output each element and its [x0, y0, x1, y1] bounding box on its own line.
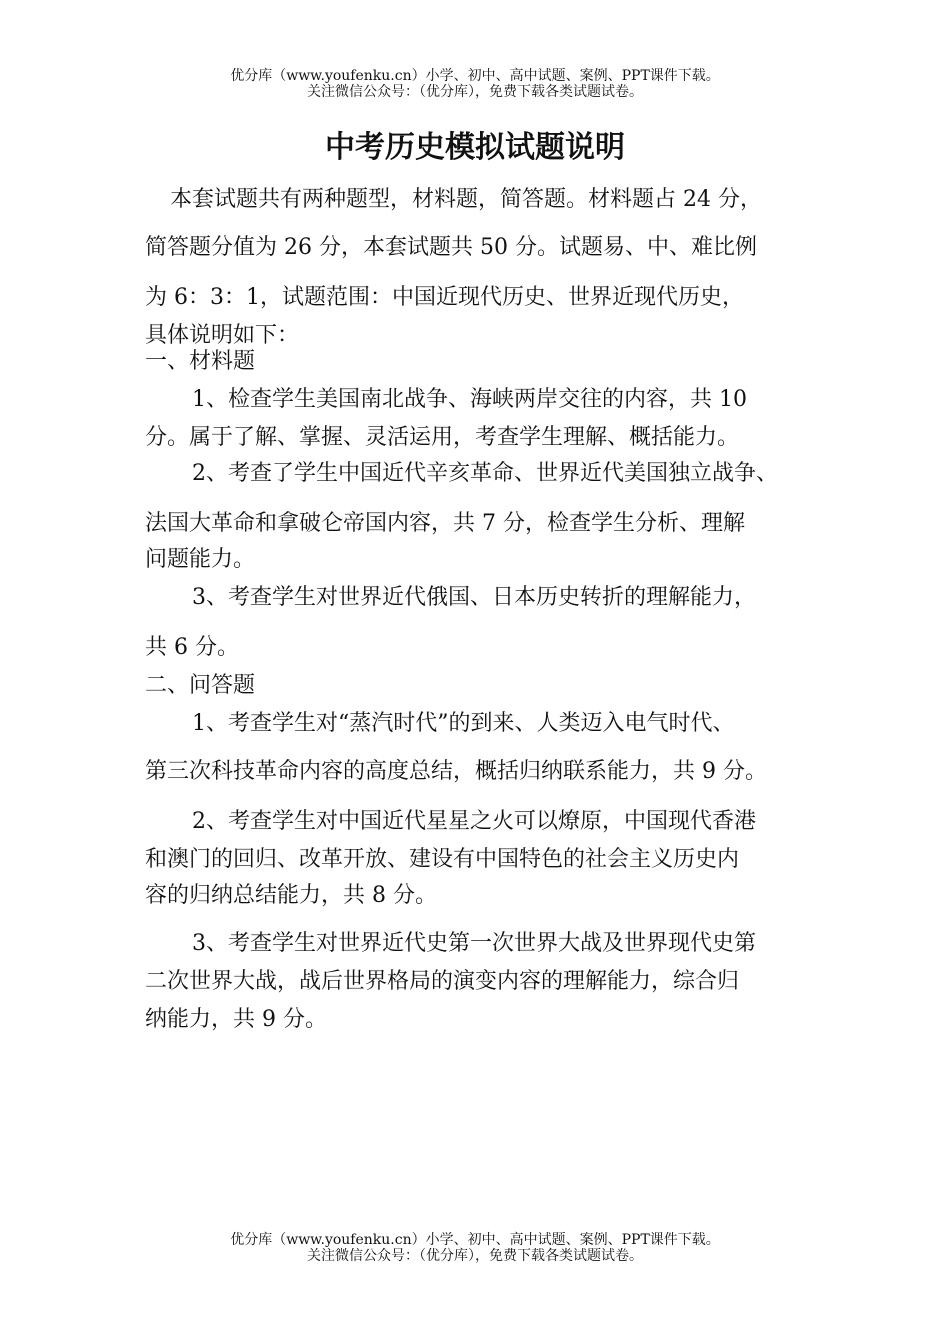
text-line: 为 6：3：1，试题范围：中国近现代历史、世界近现代历史， — [145, 285, 744, 310]
text-line: 容的归纳总结能力，共 8 分。 — [145, 883, 437, 908]
text-line: 1、考查学生对“蒸汽时代”的到来、人类迈入电气时代、 — [192, 711, 735, 736]
text-line: 分。属于了解、掌握、灵活运用，考查学生理解、概括能力。 — [145, 425, 740, 450]
text-line: 本套试题共有两种题型，材料题，简答题。材料题占 24 分， — [170, 187, 762, 212]
section-heading: 一、材料题 — [145, 349, 256, 374]
page-footer — [0, 1232, 950, 1264]
text-line: 3、考查学生对世界近代史第一次世界大战及世界现代史第 — [192, 931, 756, 956]
page-title: 中考历史模拟试题说明 — [325, 130, 625, 165]
text-line: 纳能力，共 9 分。 — [145, 1007, 327, 1032]
text-line: 和澳门的回归、改革开放、建设有中国特色的社会主义历史内 — [145, 847, 740, 872]
text-line: 共 6 分。 — [145, 635, 239, 660]
text-line: 第三次科技革命内容的高度总结，概括归纳联系能力，共 9 分。 — [145, 759, 767, 784]
footer-line-2: 关注微信公众号：（优分库），免费下载各类试题试卷。 — [307, 1248, 643, 1264]
text-line: 3、考查学生对世界近代俄国、日本历史转折的理解能力， — [192, 585, 756, 610]
text-line: 二次世界大战，战后世界格局的演变内容的理解能力，综合归 — [145, 969, 740, 994]
text-line: 1、检查学生美国南北战争、海峡两岸交往的内容，共 10 — [192, 387, 747, 412]
header-line-2: 关注微信公众号：（优分库），免费下载各类试题试卷。 — [307, 84, 643, 100]
header-line-1: 优分库（www.youfenku.cn）小学、初中、高中试题、案例、PPT课件下载。 — [230, 68, 720, 84]
section-heading: 二、问答题 — [145, 673, 256, 698]
page-header — [0, 68, 950, 100]
text-line: 具体说明如下： — [145, 323, 300, 348]
text-line: 问题能力。 — [145, 547, 256, 572]
footer-line-1: 优分库（www.youfenku.cn）小学、初中、高中试题、案例、PPT课件下载。 — [230, 1232, 720, 1248]
text-line: 简答题分值为 26 分，本套试题共 50 分。试题易、中、难比例 — [145, 235, 757, 260]
text-line: 法国大革命和拿破仑帝国内容，共 7 分，检查学生分析、理解 — [145, 511, 745, 536]
text-line: 2、考查学生对中国近代星星之火可以燎原，中国现代香港 — [192, 809, 756, 834]
text-line: 2、考查了学生中国近代辛亥革命、世界近代美国独立战争、 — [192, 461, 778, 486]
